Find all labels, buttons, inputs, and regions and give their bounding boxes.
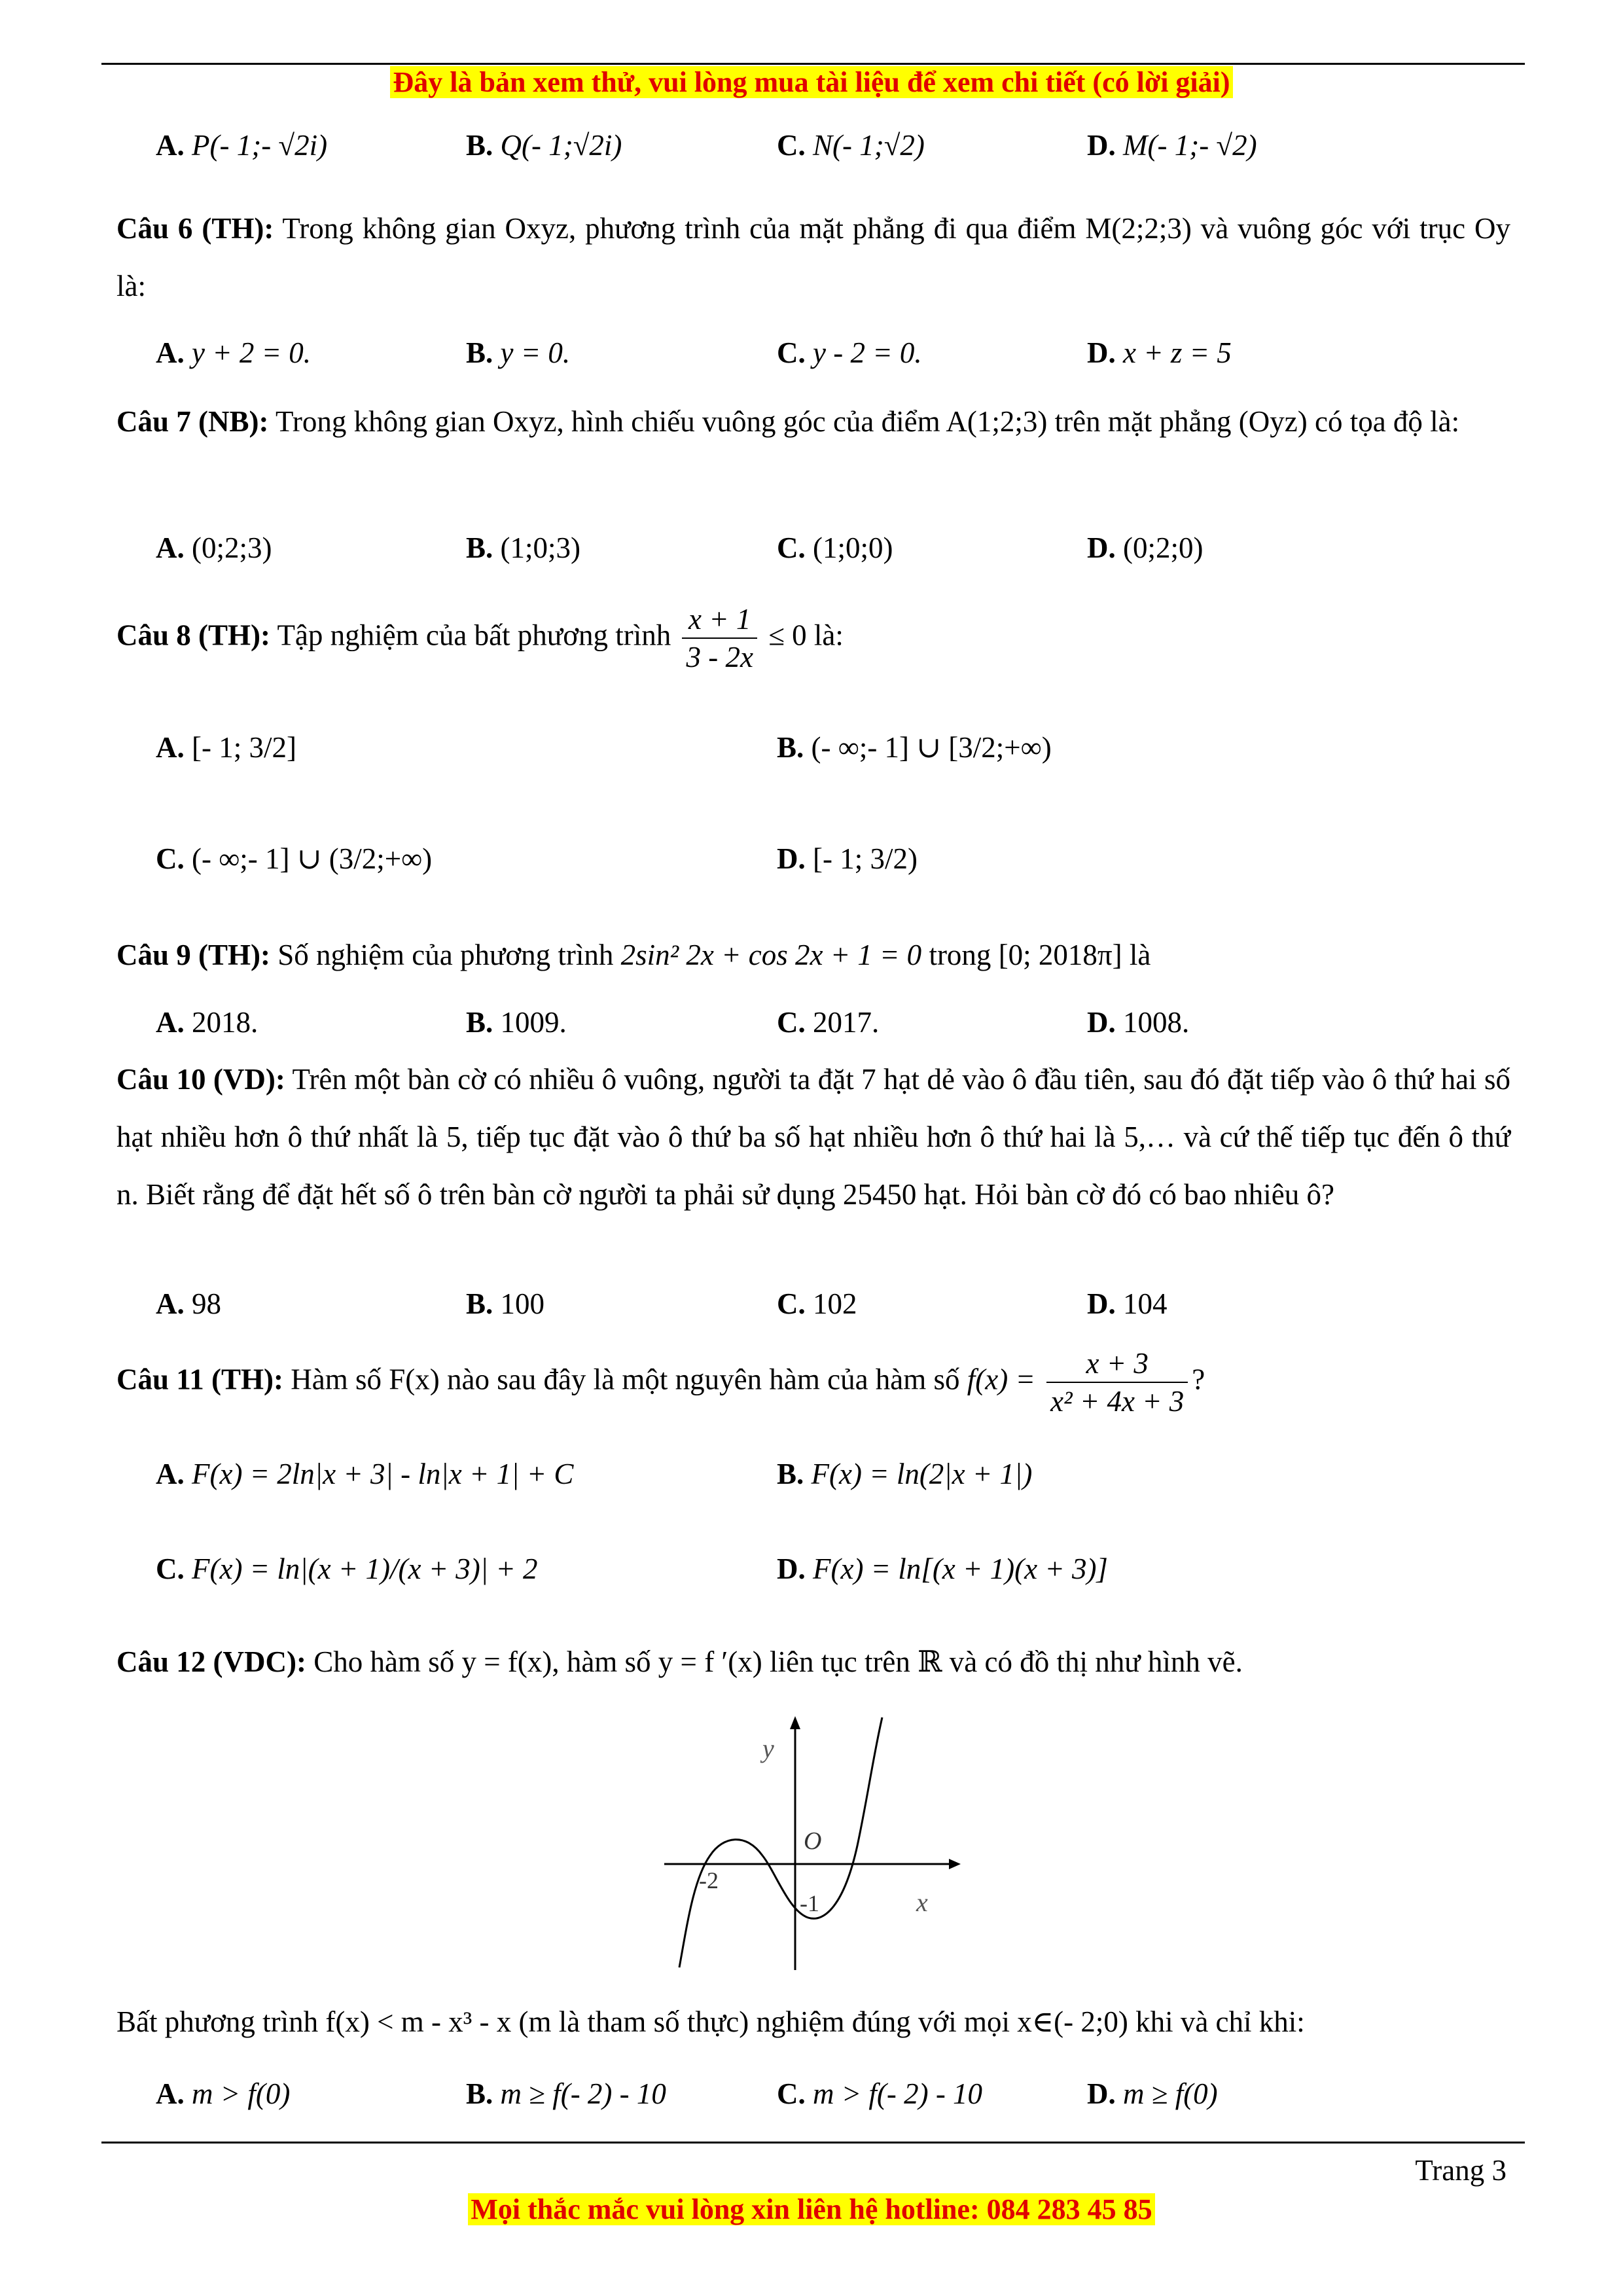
q9-option-b: B. 1009. — [466, 1006, 567, 1039]
q10-option-c: C. 102 — [777, 1287, 857, 1320]
q12-option-a: A. m > f(0) — [156, 2077, 291, 2110]
bottom-rule — [101, 2142, 1525, 2144]
x-axis-arrow — [949, 1859, 961, 1869]
q9-option-a: A. 2018. — [156, 1006, 259, 1039]
question-7: Câu 7 (NB): Trong không gian Oxyz, hình chiếu vuông góc của điểm A(1;2;3) trên mặt phẳng (Oyz) có tọa độ là: — [116, 405, 1460, 438]
minus-two-label: -2 — [699, 1867, 719, 1893]
q7-option-c: C. (1;0;0) — [777, 531, 893, 564]
question-8: Câu 8 (TH): Tập nghiệm của bất phương trình $\frac{x + 1}{3 - 2x}$ ≤ 0 là: — [116, 601, 844, 675]
q12-option-d: D. m ≥ f(0) — [1087, 2077, 1218, 2110]
page-number: Trang 3 — [1415, 2154, 1507, 2187]
f-prime-curve — [679, 1717, 882, 1967]
derivative-graph — [648, 1715, 962, 1977]
minus-one-label: -1 — [800, 1890, 819, 1916]
q8-option-c: C. (- ∞;- 1] ∪ (3/2;+∞) — [156, 842, 433, 875]
y-axis-label: y — [762, 1734, 774, 1763]
q8-option-d: D. [- 1; 3/2) — [777, 842, 918, 875]
question-6: Câu 6 (TH): Trong không gian Oxyz, phương trình của mặt phẳng đi qua điểm M(2;2;3) và vuông góc với trục Oy là: — [116, 212, 1510, 302]
footer-banner: Mọi thắc mắc vui lòng xin liên hệ hotline: 084 283 45 85 — [0, 2193, 1623, 2226]
q5-option-a: A. P(- 1;- √2i) — [156, 129, 328, 162]
q11-option-d: D. F(x) = ln[(x + 1)(x + 3)] — [777, 1552, 1108, 1585]
question-11: Câu 11 (TH): Hàm số F(x) nào sau đây là một nguyên hàm của hàm số f(x) = $\frac{x + 3}{\text{x² + 4x + 3}}$ ? — [116, 1345, 1205, 1420]
q10-option-a: A. 98 — [156, 1287, 221, 1320]
q5-option-d: D. M(- 1;- √2) — [1087, 129, 1257, 162]
q11-option-c: C. F(x) = ln|(x + 1)/(x + 3)| + 2 — [156, 1552, 538, 1585]
y-axis-arrow — [790, 1716, 800, 1729]
x-axis-label: x — [916, 1888, 928, 1917]
q6-option-d: D. x + z = 5 — [1087, 336, 1232, 369]
q10-option-d: D. 104 — [1087, 1287, 1168, 1320]
q5-option-c: C. N(- 1;√2) — [777, 129, 925, 162]
q7-option-a: A. (0;2;3) — [156, 531, 272, 564]
question-12-condition: Bất phương trình f(x) < m - x³ - x (m là tham số thực) nghiệm đúng với mọi x∈(- 2;0) khi và chỉ khi: — [116, 2005, 1305, 2038]
question-12: Câu 12 (VDC): Cho hàm số y = f(x), hàm số y = f ′(x) liên tục trên ℝ và có đồ thị như hình vẽ. — [116, 1645, 1243, 1678]
question-9: Câu 9 (TH): Số nghiệm của phương trình 2sin² 2x + cos 2x + 1 = 0 trong [0; 2018π] là — [116, 939, 1151, 971]
q9-option-d: D. 1008. — [1087, 1006, 1190, 1039]
q11-option-a: A. F(x) = 2ln|x + 3| - ln|x + 1| + C — [156, 1458, 574, 1490]
q6-option-b: B. y = 0. — [466, 336, 571, 369]
q8-option-b: B. (- ∞;- 1] ∪ [3/2;+∞) — [777, 731, 1052, 764]
q12-option-c: C. m > f(- 2) - 10 — [777, 2077, 983, 2110]
origin-label: O — [804, 1827, 822, 1855]
q7-option-b: B. (1;0;3) — [466, 531, 580, 564]
q11-option-b: B. F(x) = ln(2|x + 1|) — [777, 1458, 1033, 1490]
q10-option-b: B. 100 — [466, 1287, 545, 1320]
header-banner: Đây là bản xem thử, vui lòng mua tài liệu để xem chi tiết (có lời giải) — [0, 65, 1623, 99]
question-10: Câu 10 (VD): Trên một bàn cờ có nhiều ô vuông, người ta đặt 7 hạt dẻ vào ô đầu tiên, sau đó đặt tiếp vào ô thứ hai số hạt nhiều hơn ô thứ nhất là 5, tiếp tục đặt vào ô thứ ba số hạt nhiều hơn ô thứ hai là 5,… và cứ thế tiếp tục đến ô thứ n. Biết rằng để đặt hết số ô trên bàn cờ người ta phải sử dụng 25450 hạt. Hỏi bàn cờ đó có bao nhiêu ô? — [116, 1063, 1510, 1211]
q12-option-b: B. m ≥ f(- 2) - 10 — [466, 2077, 666, 2110]
q6-option-c: C. y - 2 = 0. — [777, 336, 922, 369]
q5-option-b: B. Q(- 1;√2i) — [466, 129, 622, 162]
q6-option-a: A. y + 2 = 0. — [156, 336, 311, 369]
q7-option-d: D. (0;2;0) — [1087, 531, 1204, 564]
top-rule — [101, 63, 1525, 65]
q9-option-c: C. 2017. — [777, 1006, 880, 1039]
q8-option-a: A. [- 1; 3/2] — [156, 731, 296, 764]
